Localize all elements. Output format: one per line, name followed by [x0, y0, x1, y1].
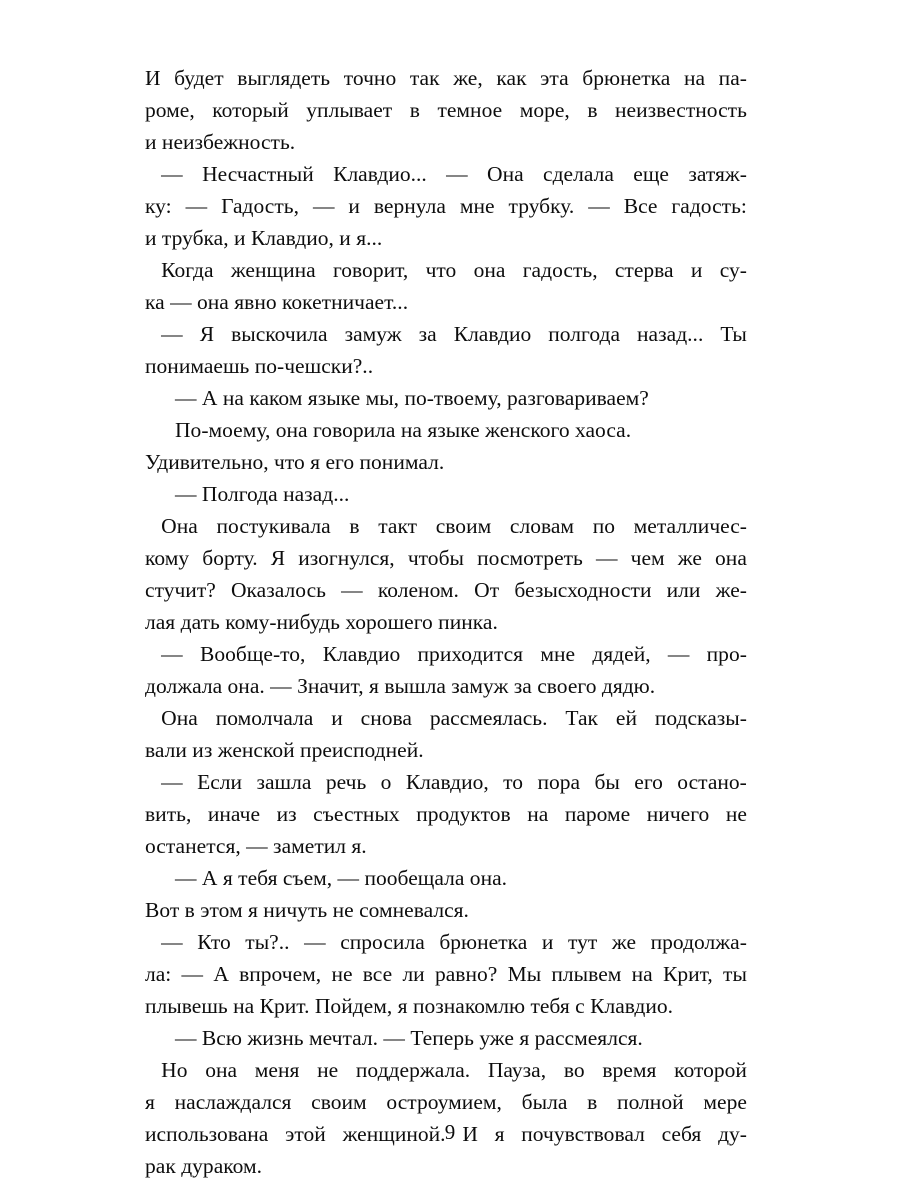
word: про- — [706, 642, 747, 666]
word: па- — [718, 66, 747, 90]
word: почувствовал — [521, 1122, 645, 1146]
word: в — [587, 98, 598, 122]
word: из — [276, 802, 297, 826]
word: Вообще-то, — [199, 642, 306, 666]
word: Кто — [197, 930, 231, 954]
word: — — [145, 162, 183, 186]
word: Оказалось — [231, 578, 326, 602]
word: изогнулся, — [298, 546, 395, 570]
word: — — [185, 194, 208, 218]
page-number: 9 — [444, 1120, 456, 1144]
word: остроумием, — [386, 1090, 502, 1114]
word: Несчастный — [202, 162, 314, 186]
word: речь — [325, 770, 367, 794]
word: Клавдио, — [405, 770, 489, 794]
word: который — [212, 98, 289, 122]
word: или — [666, 578, 701, 602]
word: все — [362, 962, 393, 986]
text-line: — А я тебя съем, — пообещала она. — [175, 866, 508, 890]
text-line — [145, 926, 747, 958]
word: металличес- — [633, 514, 747, 538]
word: ду- — [718, 1122, 747, 1146]
paragraph — [145, 702, 747, 766]
word: же — [677, 546, 702, 570]
word: Ты — [720, 322, 747, 346]
word: мне — [459, 194, 495, 218]
text-line — [145, 766, 747, 798]
word: своим — [311, 1090, 367, 1114]
paragraph — [145, 318, 747, 382]
word: Клавдио — [322, 642, 401, 666]
word: От — [474, 578, 500, 602]
word: Все — [623, 194, 658, 218]
word: не — [317, 1058, 339, 1082]
word: этой — [285, 1122, 326, 1146]
word: И — [462, 1122, 478, 1146]
word: — — [145, 930, 183, 954]
word: Она — [145, 706, 198, 730]
word: подсказы- — [654, 706, 747, 730]
word: на — [683, 66, 706, 90]
word: затяж- — [688, 162, 747, 186]
word: ла: — [145, 962, 172, 986]
text-line: — Полгода назад... — [175, 482, 350, 506]
word: я — [494, 1122, 505, 1146]
word: коленом. — [377, 578, 459, 602]
text-line — [145, 510, 747, 542]
text-line: плывешь на Крит. Пойдем, я познакомлю тебя с Клавдио. — [145, 994, 674, 1018]
word: будет — [174, 66, 224, 90]
word: же, — [453, 66, 483, 90]
word: Клавдио — [453, 322, 532, 346]
word: и — [331, 706, 343, 730]
word: еще — [633, 162, 669, 186]
word: ли — [402, 962, 425, 986]
word: полной — [617, 1090, 684, 1114]
word: — — [145, 322, 183, 346]
word: безысходности — [514, 578, 652, 602]
word: — — [304, 930, 326, 954]
word: же- — [715, 578, 747, 602]
word: темное — [437, 98, 503, 122]
paragraph — [145, 862, 747, 926]
word: — — [145, 770, 183, 794]
paragraph — [145, 638, 747, 702]
paragraph — [145, 62, 747, 158]
word: ты — [723, 962, 747, 986]
word: словам — [509, 514, 575, 538]
word: такт — [378, 514, 418, 538]
word: продолжа- — [650, 930, 747, 954]
word: женщина — [230, 258, 316, 282]
paragraph — [145, 926, 747, 1022]
word: Я — [199, 322, 215, 346]
text-line: — Всю жизнь мечтал. — Теперь уже я рассмеялся. — [175, 1026, 643, 1050]
word: и — [690, 258, 703, 282]
text-line: рак дураком. — [145, 1154, 263, 1178]
word: была — [521, 1090, 568, 1114]
word: снова — [360, 706, 412, 730]
word: наслаждался — [174, 1090, 292, 1114]
word: ку: — [145, 194, 172, 218]
word: остано- — [677, 770, 747, 794]
word: роме, — [145, 98, 195, 122]
word: которой — [674, 1058, 747, 1082]
word: трубку. — [508, 194, 575, 218]
word: своим — [435, 514, 492, 538]
text-line — [145, 318, 747, 350]
word: женщиной. — [342, 1122, 446, 1146]
word: в — [409, 98, 420, 122]
word: меня — [254, 1058, 300, 1082]
text-line — [145, 94, 747, 126]
word: говорит, — [332, 258, 409, 282]
word: то — [503, 770, 524, 794]
word: А — [213, 962, 229, 986]
word: — — [588, 194, 610, 218]
word: Она — [487, 162, 524, 186]
paragraph — [145, 382, 747, 414]
text-line — [145, 62, 747, 94]
word: я — [145, 1090, 155, 1114]
text-line — [145, 798, 747, 830]
word: чем — [630, 546, 665, 570]
word: помолчала — [215, 706, 314, 730]
word: Гадость, — [221, 194, 300, 218]
word: себя — [661, 1122, 702, 1146]
text-line — [145, 574, 747, 606]
word: — — [181, 962, 204, 986]
text-line: Вот в этом я ничуть не сомневался. — [145, 898, 469, 922]
text-line — [145, 638, 747, 670]
word: Так — [565, 706, 599, 730]
word: выглядеть — [237, 66, 331, 90]
word: — — [446, 162, 468, 186]
word: спросила — [340, 930, 425, 954]
word: Мы — [507, 962, 542, 986]
word: назад... — [637, 322, 704, 346]
word: не — [331, 962, 353, 986]
word: как — [496, 66, 527, 90]
word: съестных — [313, 802, 400, 826]
word: Если — [197, 770, 243, 794]
word: — — [341, 578, 363, 602]
word: тут — [568, 930, 598, 954]
word: продуктов — [416, 802, 511, 826]
word: что — [425, 258, 457, 282]
paragraph — [145, 158, 747, 254]
word: пора — [537, 770, 581, 794]
word: брюнетка — [582, 66, 671, 90]
text-line: лая дать кому-нибудь хорошего пинка. — [145, 610, 498, 634]
word: и — [348, 194, 360, 218]
word: Она — [145, 514, 198, 538]
word: сделала — [543, 162, 614, 186]
word: использована — [145, 1122, 269, 1146]
text-line — [145, 1086, 747, 1118]
word: в — [587, 1090, 598, 1114]
word: ничего — [646, 802, 710, 826]
word: равно? — [434, 962, 498, 986]
text-line — [145, 958, 747, 990]
word: иначе — [207, 802, 261, 826]
word: в — [349, 514, 360, 538]
text-line: ка — она явно кокетничает... — [145, 290, 409, 314]
word: о — [380, 770, 392, 794]
word: впрочем, — [239, 962, 322, 986]
paragraph — [145, 1022, 747, 1054]
text-line — [145, 190, 747, 222]
text-line: и неизбежность. — [145, 130, 296, 154]
word: время — [602, 1058, 657, 1082]
word: Я — [270, 546, 286, 570]
word: Но — [145, 1058, 188, 1082]
word: полгода — [548, 322, 621, 346]
word: пароме — [564, 802, 631, 826]
word: море, — [519, 98, 570, 122]
word: стерва — [614, 258, 674, 282]
word: за — [418, 322, 437, 346]
word: его — [634, 770, 663, 794]
paragraph — [145, 510, 747, 638]
word: вернула — [373, 194, 446, 218]
word: брюнетка — [439, 930, 528, 954]
word: же — [611, 930, 637, 954]
text-line: — А на каком языке мы, по-твоему, разговариваем? — [175, 386, 649, 410]
word: и — [541, 930, 554, 954]
word: приходится — [417, 642, 524, 666]
text-line: вали из женской преисподней. — [145, 738, 424, 762]
word: — — [145, 642, 183, 666]
text-line — [145, 254, 747, 286]
word: гадость, — [522, 258, 598, 282]
text-line: должала она. — Значит, я вышла замуж за своего дядю. — [145, 674, 656, 698]
word: постукивала — [216, 514, 331, 538]
word: на — [527, 802, 549, 826]
text-line — [145, 702, 747, 734]
word: точно — [343, 66, 397, 90]
word: зашла — [256, 770, 312, 794]
page-text-column — [145, 62, 747, 1182]
text-line: и трубка, и Клавдио, и я... — [145, 226, 383, 250]
word: она — [473, 258, 506, 282]
word: Когда — [145, 258, 214, 282]
word: кому — [145, 546, 190, 570]
word: гадость: — [671, 194, 747, 218]
word: рассмеялась. — [429, 706, 548, 730]
text-line — [145, 1054, 747, 1086]
word: мне — [540, 642, 576, 666]
word: плывем — [551, 962, 622, 986]
word: так — [409, 66, 440, 90]
text-line: Удивительно, что я его понимал. — [145, 450, 445, 474]
word: Пауза, — [487, 1058, 547, 1082]
word: чтобы — [407, 546, 464, 570]
word: — — [595, 546, 618, 570]
word: по — [592, 514, 616, 538]
word: неизвестность — [615, 98, 747, 122]
word: посмотреть — [477, 546, 583, 570]
text-line: По-моему, она говорила на языке женского хаоса. — [175, 418, 632, 442]
word: И — [145, 66, 161, 90]
word: уплывает — [306, 98, 393, 122]
paragraph — [145, 478, 747, 510]
word: на — [631, 962, 653, 986]
text-line: понимаешь по-чешски?.. — [145, 354, 374, 378]
word: стучит? — [145, 578, 216, 602]
word: замуж — [344, 322, 402, 346]
paragraph — [145, 414, 747, 478]
text-line — [145, 158, 747, 190]
word: дядей, — [592, 642, 651, 666]
word: — — [667, 642, 690, 666]
paragraph — [145, 766, 747, 862]
word: Крит, — [662, 962, 713, 986]
word: Клавдио... — [333, 162, 427, 186]
text-line: останется, — заметил я. — [145, 834, 367, 858]
word: вить, — [145, 802, 192, 826]
word: — — [312, 194, 335, 218]
word: не — [725, 802, 747, 826]
word: эта — [540, 66, 569, 90]
word: она — [715, 546, 747, 570]
word: ей — [615, 706, 637, 730]
word: борту. — [202, 546, 258, 570]
word: выскочила — [231, 322, 328, 346]
word: су- — [719, 258, 747, 282]
word: ты?.. — [245, 930, 290, 954]
text-line — [145, 542, 747, 574]
word: поддержала. — [355, 1058, 471, 1082]
word: она — [205, 1058, 238, 1082]
word: мере — [703, 1090, 747, 1114]
word: во — [563, 1058, 585, 1082]
paragraph — [145, 254, 747, 318]
word: бы — [594, 770, 620, 794]
